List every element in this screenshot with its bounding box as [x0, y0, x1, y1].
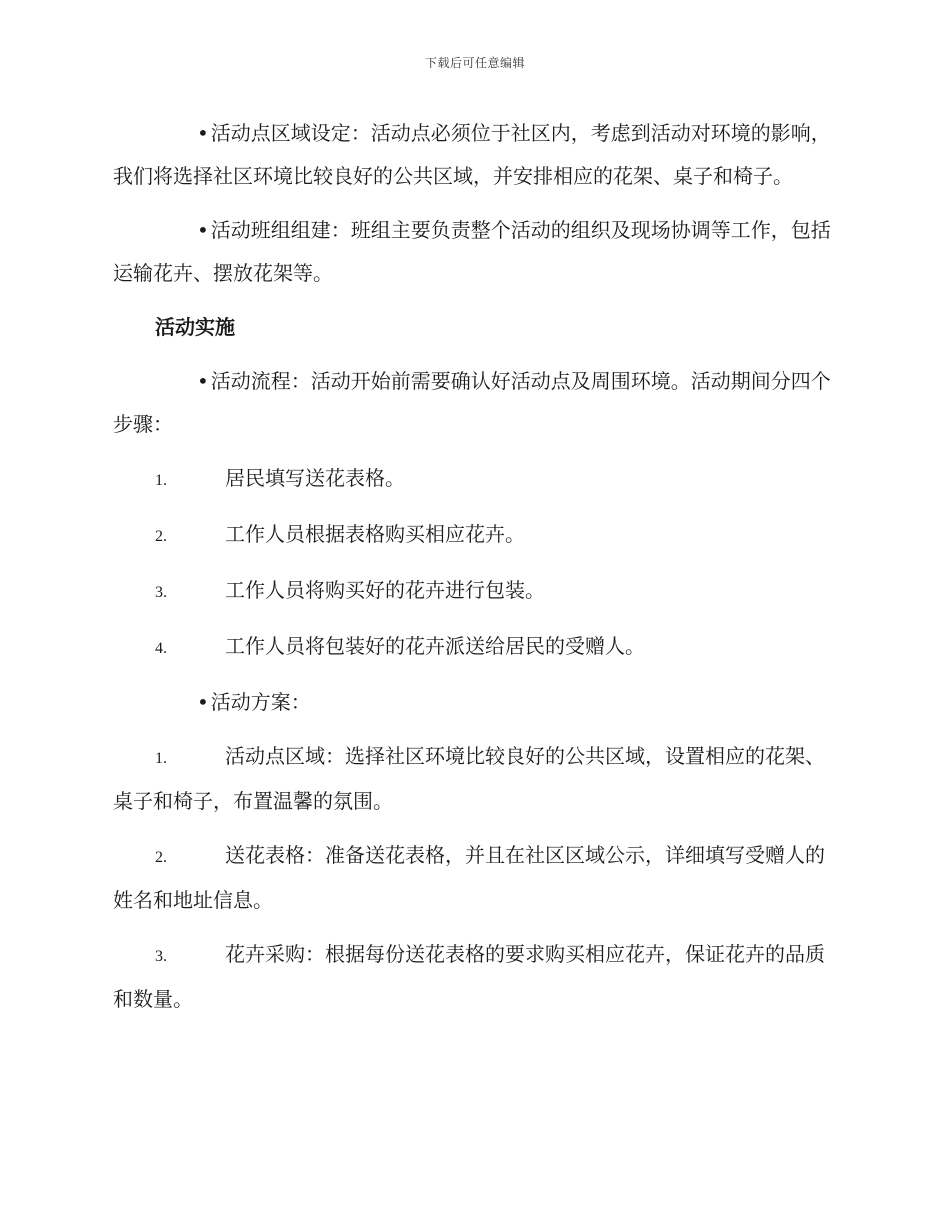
step-number: 1.: [155, 472, 167, 489]
process-step: [113, 569, 837, 614]
step-text: 工作人员将包装好的花卉派送给居民的受赠人。: [225, 634, 645, 658]
process-step: [113, 513, 837, 558]
item-text: 花卉采购：根据每份送花表格的要求购买相应花卉，保证花卉的品质和数量。: [113, 942, 825, 1011]
document-body: [113, 112, 837, 1032]
paragraph-venue-setup: [113, 112, 837, 198]
page-header: 下载后可任意编辑: [424, 56, 525, 70]
plan-item: [113, 735, 837, 823]
paragraph-text: 活动流程：活动开始前需要确认好活动点及周围环境。活动期间分四个步骤：: [113, 369, 831, 436]
item-number: 3.: [155, 948, 167, 965]
section-heading: 活动实施: [155, 315, 235, 339]
process-step: [113, 457, 837, 502]
plan-item: [113, 834, 837, 922]
paragraph-text: 活动方案：: [210, 690, 311, 714]
step-text: 工作人员根据表格购买相应花卉。: [225, 522, 525, 546]
bullet-mark: •: [197, 121, 209, 145]
item-number: 1.: [155, 750, 167, 767]
step-number: 3.: [155, 584, 167, 601]
step-number: 4.: [155, 640, 167, 657]
item-text: 送花表格：准备送花表格，并且在社区区域公示，详细填写受赠人的姓名和地址信息。: [113, 843, 825, 912]
paragraph-team-setup: [113, 209, 837, 295]
item-number: 2.: [155, 849, 167, 866]
paragraph-text: 活动点区域设定：活动点必须位于社区内，考虑到活动对环境的影响，我们将选择社区环境比较良好的公共区域，并安排相应的花架、桌子和椅子。: [113, 121, 831, 188]
process-step: [113, 625, 837, 670]
bullet-mark: •: [197, 690, 209, 714]
step-text: 工作人员将购买好的花卉进行包装。: [225, 578, 545, 602]
paragraph-text: 活动班组组建：班组主要负责整个活动的组织及现场协调等工作，包括运输花卉、摆放花架等。: [113, 218, 831, 285]
bullet-mark: •: [197, 218, 209, 242]
step-number: 2.: [155, 528, 167, 545]
paragraph-process: [113, 360, 837, 446]
step-text: 居民填写送花表格。: [225, 466, 405, 490]
item-text: 活动点区域：选择社区环境比较良好的公共区域，设置相应的花架、桌子和椅子，布置温馨的氛围。: [113, 744, 825, 813]
plan-item: [113, 933, 837, 1021]
bullet-mark: •: [197, 369, 209, 393]
paragraph-plan: [113, 681, 837, 724]
